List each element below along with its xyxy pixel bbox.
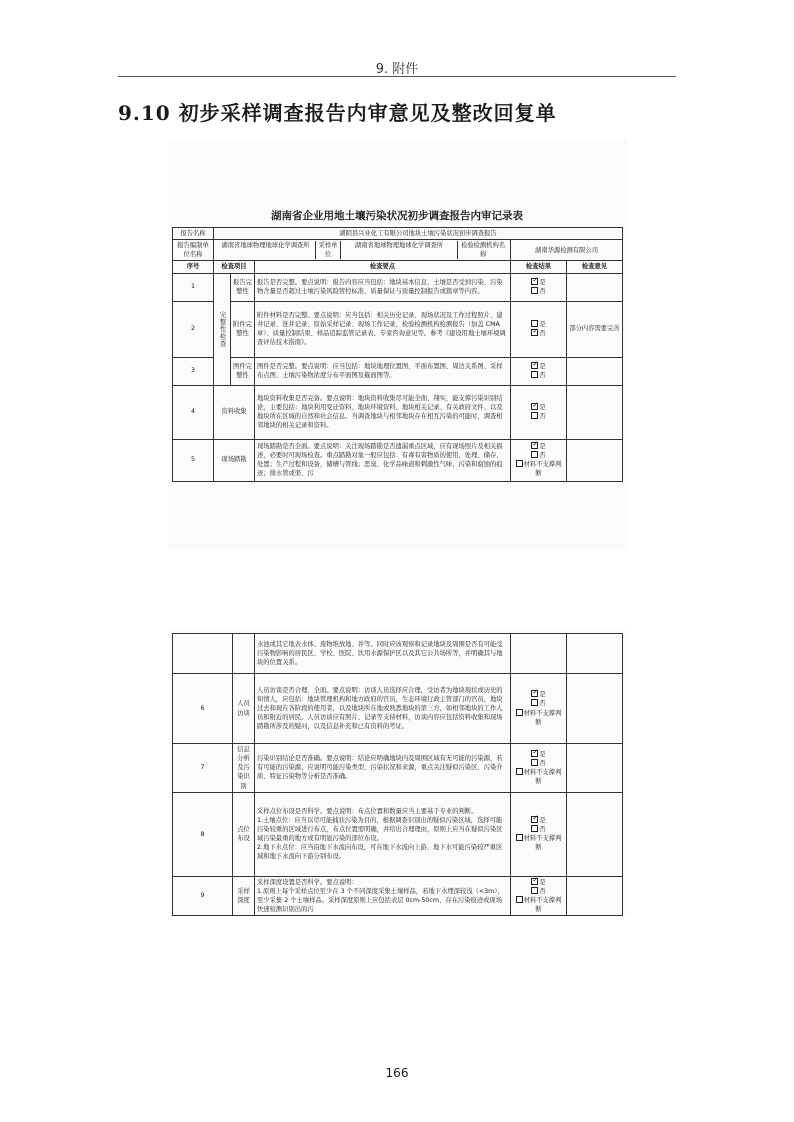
row-seq: 8 xyxy=(173,792,233,876)
header-rule xyxy=(118,76,676,77)
checked-box-icon xyxy=(531,816,538,823)
result-no: 否 xyxy=(513,287,564,296)
result-yes: ✓是 xyxy=(513,690,564,699)
row-points: 采样点位布设是否科学。要点说明：布点位置和数量应当主要基于专业的判断。 1.土壤点位：应当以尽可能捕获污染为目的，根据调查识别出的疑似污染区域，选择可能污染较重的区域进行布点，布点位置需明确，并给出合理理由，原则上应当在疑似污染区域污染最重的地方或有明显污染的部位布设。 2.地下水点位：应当沿地下水流向布设，可在地下水流向上游、地下水可能污染较严重区域和地下水流向下游分别布设。 xyxy=(255,792,511,876)
sampling-unit-value: 湖南省地球物理地球化学调查所 xyxy=(340,241,457,259)
result-yes: ✓是 xyxy=(513,403,564,412)
row-opinion xyxy=(567,357,623,385)
row-seq: 2 xyxy=(173,301,214,357)
checked-box-icon xyxy=(531,403,538,410)
col-result: 检查结果 xyxy=(511,261,567,273)
row-opinion: 部分内容需要完善 xyxy=(567,301,623,357)
row-seq: 6 xyxy=(173,674,233,744)
row-item: 图件完整性 xyxy=(231,357,255,385)
col-points: 检查要点 xyxy=(255,261,511,273)
result-yes: ✓是 xyxy=(513,750,564,759)
table-row xyxy=(173,634,623,674)
row-opinion xyxy=(567,876,623,916)
row-opinion xyxy=(567,273,623,301)
report-name-value: 湖阴县兴业化工有限公司地块土壤污染状况初步调查报告 xyxy=(214,228,623,240)
checked-box-icon xyxy=(531,750,538,757)
row-result xyxy=(511,385,567,439)
row-item: 人员访谈 xyxy=(233,674,255,744)
empty-box-icon xyxy=(531,887,538,894)
row-points: 人员访谈是否合理、全面。要点说明：访谈人员选择应合理，受访者为地块现状或历史的知情人，应包括：地块管理机构和地方政府的官员，生态环境行政主管部门的官员，地块过去和现在各阶段的使用者，以及地块所在地或熟悉地块的第三方，如相邻地块的工作人员和附近的居民。人员访谈应有照片、记录等支持材料，访谈内容应包括资料收集和现场踏勘所涉及的疑问，以及信息补充和已有资料的考证。 xyxy=(255,674,511,744)
empty-box-icon xyxy=(516,834,523,841)
table-row xyxy=(173,301,623,357)
section-title: 9.10 初步采样调查报告内审意见及整改回复单 xyxy=(118,101,557,125)
row-item: 报告完整性 xyxy=(231,273,255,301)
table-row xyxy=(173,876,623,916)
col-item: 检查项目 xyxy=(214,261,255,273)
row-points: 采样深度设置是否科学。要点说明： 1.原则上每个采样点位至少在 3 个不同深度采集土壤样品，若地下水埋深较浅（<3m），至少采集 2 个土壤样品。采样深度原则上应包括表层 0cm-50cm、存在污染痕迹或现场快速检测识别出的污 xyxy=(255,876,511,916)
prep-unit-value: 湖南省地球物理地球化学调查所 xyxy=(221,242,310,250)
row-result xyxy=(511,301,567,357)
checked-box-icon xyxy=(531,690,538,697)
row-points: 图件是否完整。要点说明：应当包括：地块地理位置图、平面布置图、周边关系图、采样布点图、土壤污染物浓度分布平面图及截面图等。 xyxy=(255,357,511,385)
result-yes: ✓是 xyxy=(513,816,564,825)
row-seq: 7 xyxy=(173,744,233,793)
result-na: 材料不支撑判断 xyxy=(513,460,564,478)
row-seq: 9 xyxy=(173,876,233,916)
checked-box-icon xyxy=(531,878,538,885)
result-no: 否 xyxy=(513,451,564,460)
table-row xyxy=(173,674,623,744)
row-points: 污染识别结论是否准确。要点说明：结论应明确地块内及周围区域有无可能的污染源，若有可能的污染源，应说明可能污染类型、污染状况和来源，重点关注疑似污染区、污染介质、特征污染物等分析是否准确。 xyxy=(255,744,511,793)
empty-box-icon xyxy=(516,709,523,716)
table-row xyxy=(173,792,623,876)
lab-unit-value: 湖南华源检测有限公司 xyxy=(511,240,623,261)
row-opinion xyxy=(567,674,623,744)
result-no: 否 xyxy=(513,699,564,708)
empty-box-icon xyxy=(516,768,523,775)
row-opinion xyxy=(567,792,623,876)
page-number: 166 xyxy=(385,1066,409,1080)
result-no: 否 xyxy=(513,412,564,421)
row-item: 资料收集 xyxy=(214,385,255,439)
row-item: 点位布设 xyxy=(233,792,255,876)
row-result xyxy=(511,792,567,876)
result-na: 材料不支撑判断 xyxy=(513,709,564,727)
empty-box-icon xyxy=(531,371,538,378)
checked-box-icon xyxy=(531,329,538,336)
empty-box-icon xyxy=(516,460,523,467)
empty-box-icon xyxy=(531,412,538,419)
result-yes: ✓是 xyxy=(513,278,564,287)
row-item: 现场踏勘 xyxy=(214,439,255,481)
table-row xyxy=(173,744,623,793)
row-points: 地块资料收集是否完备。要点说明：地块资料收集尽可能全面、翔实，能支撑污染识别结论，主要包括：地块利用变迁资料、地块环境资料、地块相关记录、有关政府文件、以及地块所在区域的自然和社会信息。当调查地块与相邻地块存在相互污染的可能时，调查相邻地块的相关记录和资料。 xyxy=(255,385,511,439)
row-seq: 4 xyxy=(173,385,214,439)
result-no: 否 xyxy=(513,825,564,834)
result-na: 材料不支撑判断 xyxy=(513,896,564,914)
result-na: 材料不支撑判断 xyxy=(513,768,564,786)
row-opinion xyxy=(567,744,623,793)
result-yes: ✓是 xyxy=(513,442,564,451)
empty-box-icon xyxy=(531,287,538,294)
table-row xyxy=(173,357,623,385)
row-result xyxy=(511,273,567,301)
empty-box-icon xyxy=(531,759,538,766)
prep-unit-label: 报告编制单位名称 xyxy=(173,240,214,261)
checked-box-icon xyxy=(531,278,538,285)
row-seq: 5 xyxy=(173,439,214,481)
result-no: 否 xyxy=(513,887,564,896)
report-name-label: 报告名称 xyxy=(173,228,214,240)
row-result xyxy=(511,744,567,793)
chapter-header: 9. 附件 xyxy=(375,62,419,77)
row-opinion xyxy=(567,439,623,481)
group-completeness-label: 完整性检查 xyxy=(218,310,226,348)
audit-table-page-1 xyxy=(172,227,623,482)
row-points: 附件材料是否完整。要点说明：应当包括：相关历史记录、现场状况及工作过程照片、建井记录、洗井记录、原始采样记录、现场工作记录、检验检测机构检测报告（加盖 CMA 章）、质量控制结果、样品追踪监管记录表、专家咨询意见等。参考《建设用地土壤环境调查评估技术指南》。 xyxy=(255,301,511,357)
result-yes: 是 xyxy=(513,320,564,329)
row-points: 现场踏勘是否全面。要点说明：关注现场踏勘是否遗漏重点区域，应有现场照片及相关描述，必要时可现场检查。重点踏勘对象一般应包括：有毒有害物质的使用、处理、储存、处置；生产过程和设备，储槽与管线；恶臭、化学品味道和刺激性气味，污染和腐蚀的痕迹；排水管或渠、污 xyxy=(255,439,511,481)
lab-unit-label: 检验检测机构名称 xyxy=(457,241,508,259)
form-title: 湖南省企业用地土壤污染状况初步调查报告内审记录表 xyxy=(271,210,523,222)
row-item: 信息分析及污染识别 xyxy=(233,744,255,793)
row-result xyxy=(511,876,567,916)
row-seq: 1 xyxy=(173,273,214,301)
row-points-continued: 水池或其它地表水体、废物堆放地、井等。同时应该观察和记录地块及周围是否有可能受污染物影响的居民区、学校、医院、饮用水源保护区以及其它公共场所等，并明确其与地块的位置关系。 xyxy=(255,634,511,674)
empty-box-icon xyxy=(516,896,523,903)
row-item: 附件完整性 xyxy=(231,301,255,357)
result-no: ✓否 xyxy=(513,329,564,338)
sampling-unit-label: 采样单位 xyxy=(315,241,340,259)
row-result xyxy=(511,357,567,385)
checked-box-icon xyxy=(531,442,538,449)
result-no: 否 xyxy=(513,759,564,768)
empty-box-icon xyxy=(531,699,538,706)
checked-box-icon xyxy=(531,362,538,369)
row-result xyxy=(511,674,567,744)
table-row xyxy=(173,273,623,301)
row-opinion xyxy=(567,385,623,439)
result-na: 材料不支撑判断 xyxy=(513,834,564,852)
table-row xyxy=(173,439,623,481)
empty-box-icon xyxy=(531,825,538,832)
result-no: 否 xyxy=(513,371,564,380)
col-seq: 序号 xyxy=(173,261,214,273)
row-seq: 3 xyxy=(173,357,214,385)
col-opinion: 检查意见 xyxy=(567,261,623,273)
group-completeness xyxy=(214,273,231,385)
row-points: 报告是否完整。要点说明：报告内容应当包括：地块基本信息、土壤是否受到污染、污染物含量是否超过土壤污染风险管控标准、质量保证与质量控制报告或篇章等内容。 xyxy=(255,273,511,301)
result-yes: ✓是 xyxy=(513,878,564,887)
row-result xyxy=(511,439,567,481)
result-yes: ✓是 xyxy=(513,362,564,371)
empty-box-icon xyxy=(531,451,538,458)
row-item: 采样深度 xyxy=(233,876,255,916)
table-row xyxy=(173,385,623,439)
audit-table-page-2 xyxy=(172,633,623,916)
